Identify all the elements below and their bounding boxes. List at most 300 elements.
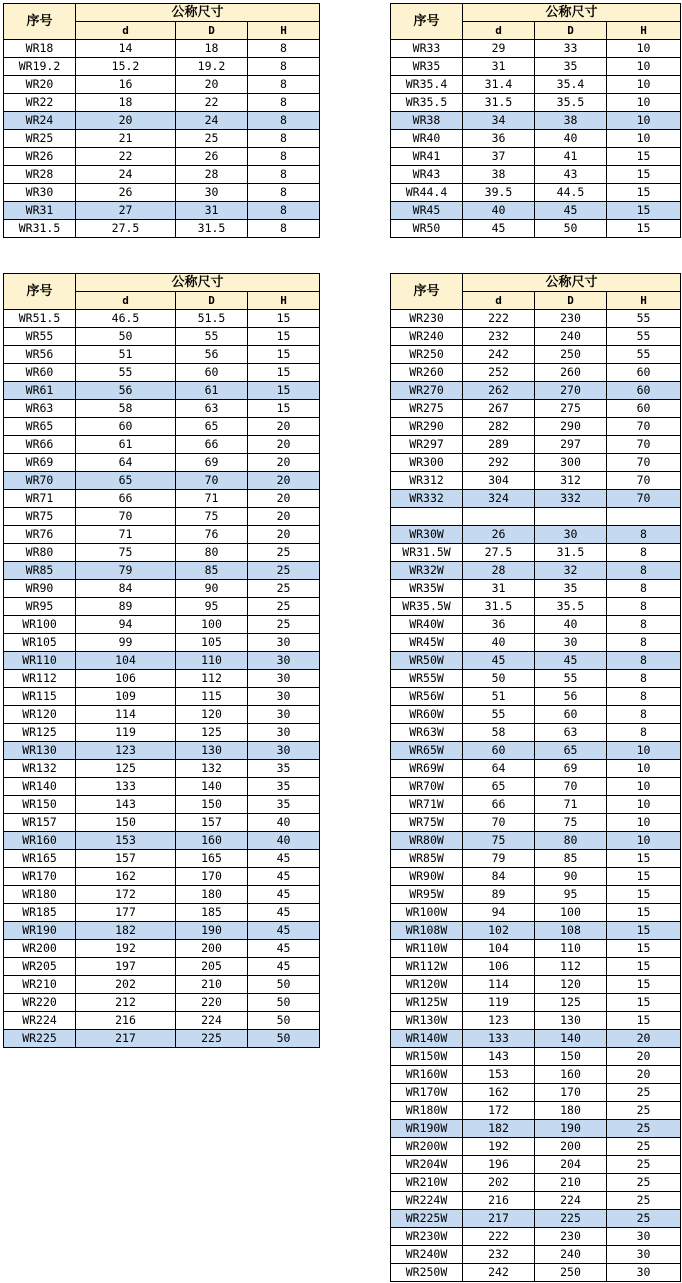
cell-part-no: WR224W xyxy=(391,1192,463,1210)
cell-H: 25 xyxy=(607,1192,681,1210)
header-seq: 序号 xyxy=(391,4,463,40)
table-row xyxy=(391,76,681,94)
cell-H: 10 xyxy=(607,742,681,760)
spec-table-4 xyxy=(390,273,681,1282)
cell-D: 105 xyxy=(176,634,248,652)
cell-part-no: WR40 xyxy=(391,130,463,148)
cell-part-no: WR110W xyxy=(391,940,463,958)
cell-part-no: WR170W xyxy=(391,1084,463,1102)
cell-d: 192 xyxy=(76,940,176,958)
cell-part-no: WR250 xyxy=(391,346,463,364)
cell-d: 125 xyxy=(76,760,176,778)
header-H: H xyxy=(607,22,681,40)
table-row xyxy=(391,454,681,472)
table-row xyxy=(391,220,681,238)
cell-d: 133 xyxy=(463,1030,535,1048)
table-row xyxy=(391,706,681,724)
cell-H: 45 xyxy=(248,958,320,976)
cell-part-no: WR26 xyxy=(4,148,76,166)
cell-d: 232 xyxy=(463,328,535,346)
cell-part-no: WR65W xyxy=(391,742,463,760)
table-row xyxy=(391,778,681,796)
cell-d: 39.5 xyxy=(463,184,535,202)
table-row xyxy=(391,832,681,850)
cell-D: 90 xyxy=(535,868,607,886)
cell-H: 20 xyxy=(607,1066,681,1084)
cell-d: 20 xyxy=(76,112,176,130)
table-row xyxy=(391,1174,681,1192)
cell-d: 292 xyxy=(463,454,535,472)
table-row xyxy=(391,1030,681,1048)
cell-d: 27 xyxy=(76,202,176,220)
cell-H: 50 xyxy=(248,1030,320,1048)
cell-part-no: WR300 xyxy=(391,454,463,472)
cell-d: 55 xyxy=(76,364,176,382)
cell-d: 252 xyxy=(463,364,535,382)
cell-H: 50 xyxy=(248,994,320,1012)
cell-H: 25 xyxy=(607,1156,681,1174)
cell-part-no: WR69 xyxy=(4,454,76,472)
cell-part-no: WR18 xyxy=(4,40,76,58)
table-row xyxy=(391,40,681,58)
cell-d: 162 xyxy=(463,1084,535,1102)
cell-H: 10 xyxy=(607,760,681,778)
header-seq: 序号 xyxy=(4,4,76,40)
cell-part-no: WR44.4 xyxy=(391,184,463,202)
cell-D: 31.5 xyxy=(535,544,607,562)
cell-D: 100 xyxy=(535,904,607,922)
cell-D: 190 xyxy=(176,922,248,940)
cell-D: 32 xyxy=(535,562,607,580)
header-d: d xyxy=(463,22,535,40)
cell-part-no: WR63 xyxy=(4,400,76,418)
cell-d: 217 xyxy=(76,1030,176,1048)
cell-part-no: WR35.5 xyxy=(391,94,463,112)
cell-D: 51.5 xyxy=(176,310,248,328)
cell-part-no: WR41 xyxy=(391,148,463,166)
cell-part-no: WR70W xyxy=(391,778,463,796)
cell-D: 160 xyxy=(176,832,248,850)
cell-H: 70 xyxy=(607,490,681,508)
cell-D: 71 xyxy=(176,490,248,508)
cell-part-no: WR230 xyxy=(391,310,463,328)
cell-D: 275 xyxy=(535,400,607,418)
table-row xyxy=(4,130,320,148)
cell-H: 60 xyxy=(607,382,681,400)
cell-H: 45 xyxy=(248,922,320,940)
cell-d: 45 xyxy=(463,220,535,238)
cell-part-no: WR140W xyxy=(391,1030,463,1048)
cell-D: 43 xyxy=(535,166,607,184)
header-D: D xyxy=(176,292,248,310)
spec-table-1 xyxy=(3,3,320,238)
table-row xyxy=(4,850,320,868)
table-row xyxy=(391,652,681,670)
cell-H: 8 xyxy=(248,220,320,238)
cell-H: 45 xyxy=(248,850,320,868)
cell-part-no: WR180 xyxy=(4,886,76,904)
cell-part-no: WR65 xyxy=(4,418,76,436)
cell-d: 262 xyxy=(463,382,535,400)
cell-D: 100 xyxy=(176,616,248,634)
cell-d: 29 xyxy=(463,40,535,58)
cell-part-no: WR76 xyxy=(4,526,76,544)
cell-d: 31.5 xyxy=(463,94,535,112)
cell-D: 170 xyxy=(176,868,248,886)
table-row xyxy=(391,868,681,886)
cell-part-no: WR160 xyxy=(4,832,76,850)
cell-part-no: WR190 xyxy=(4,922,76,940)
cell-d: 192 xyxy=(463,1138,535,1156)
table-row xyxy=(4,472,320,490)
cell-H: 15 xyxy=(607,922,681,940)
cell-d: 89 xyxy=(76,598,176,616)
cell-D: 240 xyxy=(535,328,607,346)
cell-H: 15 xyxy=(607,166,681,184)
cell-d: 64 xyxy=(463,760,535,778)
cell-d: 24 xyxy=(76,166,176,184)
cell-H: 15 xyxy=(607,940,681,958)
cell-part-no: WR160W xyxy=(391,1066,463,1084)
cell-part-no: WR224 xyxy=(4,1012,76,1030)
cell-d: 104 xyxy=(463,940,535,958)
cell-H: 8 xyxy=(607,634,681,652)
table-row xyxy=(391,1102,681,1120)
header-seq: 序号 xyxy=(391,274,463,310)
table-row xyxy=(391,562,681,580)
table-row xyxy=(391,1138,681,1156)
cell-D: 224 xyxy=(176,1012,248,1030)
cell-d: 58 xyxy=(463,724,535,742)
cell-part-no: WR50W xyxy=(391,652,463,670)
cell-D: 75 xyxy=(176,508,248,526)
cell-D: 250 xyxy=(535,1264,607,1282)
cell-part-no: WR230W xyxy=(391,1228,463,1246)
cell-D: 205 xyxy=(176,958,248,976)
cell-D: 170 xyxy=(535,1084,607,1102)
table-row xyxy=(391,112,681,130)
table-row xyxy=(391,364,681,382)
cell-H: 10 xyxy=(607,814,681,832)
cell-D: 130 xyxy=(535,1012,607,1030)
cell-D: 45 xyxy=(535,202,607,220)
cell-D: 66 xyxy=(176,436,248,454)
cell-H: 8 xyxy=(248,40,320,58)
cell-part-no: WR115 xyxy=(4,688,76,706)
cell-D: 25 xyxy=(176,130,248,148)
cell-D: 31 xyxy=(176,202,248,220)
cell-D: 125 xyxy=(535,994,607,1012)
table-row xyxy=(391,1048,681,1066)
cell-H: 70 xyxy=(607,454,681,472)
table-row xyxy=(4,688,320,706)
cell-D: 270 xyxy=(535,382,607,400)
cell-D: 210 xyxy=(535,1174,607,1192)
cell-D: 210 xyxy=(176,976,248,994)
cell-H: 15 xyxy=(607,220,681,238)
cell-part-no: WR25 xyxy=(4,130,76,148)
table-row xyxy=(391,886,681,904)
table-row xyxy=(4,328,320,346)
cell-H: 20 xyxy=(607,1030,681,1048)
cell-H: 8 xyxy=(248,76,320,94)
cell-D: 224 xyxy=(535,1192,607,1210)
header-H: H xyxy=(248,22,320,40)
cell-part-no: WR125W xyxy=(391,994,463,1012)
cell-D: 297 xyxy=(535,436,607,454)
header-H: H xyxy=(248,292,320,310)
cell-H: 15 xyxy=(248,328,320,346)
cell-D: 50 xyxy=(535,220,607,238)
table-row xyxy=(4,634,320,652)
table-row xyxy=(391,436,681,454)
table-row xyxy=(391,526,681,544)
header-nominal: 公称尺寸 xyxy=(463,4,681,22)
cell-part-no: WR66 xyxy=(4,436,76,454)
cell-H: 20 xyxy=(248,526,320,544)
header-H: H xyxy=(607,292,681,310)
cell-H: 30 xyxy=(248,724,320,742)
cell-H: 70 xyxy=(607,472,681,490)
cell-d: 216 xyxy=(463,1192,535,1210)
cell-d: 75 xyxy=(463,832,535,850)
cell-d: 16 xyxy=(76,76,176,94)
cell-D: 30 xyxy=(176,184,248,202)
cell-D: 35.4 xyxy=(535,76,607,94)
cell-part-no: WR120 xyxy=(4,706,76,724)
cell-D: 157 xyxy=(176,814,248,832)
cell-D: 71 xyxy=(535,796,607,814)
table-row xyxy=(391,166,681,184)
cell-H: 55 xyxy=(607,328,681,346)
cell-H: 20 xyxy=(248,418,320,436)
cell-part-no: WR80 xyxy=(4,544,76,562)
cell-d: 38 xyxy=(463,166,535,184)
cell-part-no: WR108W xyxy=(391,922,463,940)
cell-H: 15 xyxy=(607,850,681,868)
cell-d: 75 xyxy=(76,544,176,562)
table-row xyxy=(391,58,681,76)
cell-part-no: WR140 xyxy=(4,778,76,796)
cell-d: 114 xyxy=(76,706,176,724)
header-D: D xyxy=(176,22,248,40)
table-row xyxy=(391,904,681,922)
table-row xyxy=(391,544,681,562)
table-row xyxy=(391,742,681,760)
cell-d: 267 xyxy=(463,400,535,418)
cell-part-no: WR35 xyxy=(391,58,463,76)
cell-part-no: WR110 xyxy=(4,652,76,670)
cell-part-no: WR180W xyxy=(391,1102,463,1120)
cell-H: 30 xyxy=(248,688,320,706)
cell-d: 157 xyxy=(76,850,176,868)
cell-part-no: WR250W xyxy=(391,1264,463,1282)
cell-d: 36 xyxy=(463,616,535,634)
cell-d: 31.5 xyxy=(463,598,535,616)
cell-d: 123 xyxy=(76,742,176,760)
cell-H: 8 xyxy=(607,544,681,562)
table-row xyxy=(4,778,320,796)
cell-D: 18 xyxy=(176,40,248,58)
table-row xyxy=(391,796,681,814)
cell-d xyxy=(463,508,535,526)
cell-d: 119 xyxy=(463,994,535,1012)
table-row xyxy=(4,40,320,58)
cell-d: 119 xyxy=(76,724,176,742)
cell-H: 15 xyxy=(248,346,320,364)
cell-H: 8 xyxy=(607,724,681,742)
cell-H: 25 xyxy=(248,562,320,580)
table-row xyxy=(391,148,681,166)
table-row xyxy=(4,976,320,994)
cell-part-no: WR170 xyxy=(4,868,76,886)
table-row xyxy=(391,760,681,778)
cell-part-no: WR157 xyxy=(4,814,76,832)
table-row xyxy=(4,580,320,598)
cell-d: 65 xyxy=(463,778,535,796)
cell-D: 30 xyxy=(535,526,607,544)
table-row xyxy=(4,1012,320,1030)
table-row xyxy=(4,76,320,94)
cell-D: 190 xyxy=(535,1120,607,1138)
cell-D: 56 xyxy=(176,346,248,364)
table-row xyxy=(391,130,681,148)
cell-part-no: WR200W xyxy=(391,1138,463,1156)
cell-part-no: WR150W xyxy=(391,1048,463,1066)
cell-H: 60 xyxy=(607,364,681,382)
cell-d: 102 xyxy=(463,922,535,940)
cell-H: 15 xyxy=(607,904,681,922)
cell-part-no: WR90 xyxy=(4,580,76,598)
cell-part-no: WR165 xyxy=(4,850,76,868)
table-row xyxy=(4,670,320,688)
cell-part-no: WR31 xyxy=(4,202,76,220)
cell-part-no: WR75W xyxy=(391,814,463,832)
cell-D: 150 xyxy=(176,796,248,814)
cell-H: 35 xyxy=(248,778,320,796)
table-row xyxy=(4,418,320,436)
spec-table-3 xyxy=(3,273,320,1048)
cell-D: 33 xyxy=(535,40,607,58)
cell-H: 45 xyxy=(248,940,320,958)
cell-D: 20 xyxy=(176,76,248,94)
cell-part-no: WR61 xyxy=(4,382,76,400)
table-row xyxy=(4,742,320,760)
table-row xyxy=(4,940,320,958)
cell-D: 95 xyxy=(176,598,248,616)
header-D: D xyxy=(535,22,607,40)
cell-d: 40 xyxy=(463,202,535,220)
cell-D: 165 xyxy=(176,850,248,868)
cell-part-no: WR60 xyxy=(4,364,76,382)
cell-D: 80 xyxy=(535,832,607,850)
table-row xyxy=(4,868,320,886)
cell-d: 153 xyxy=(76,832,176,850)
cell-D: 108 xyxy=(535,922,607,940)
cell-part-no: WR112 xyxy=(4,670,76,688)
cell-d: 153 xyxy=(463,1066,535,1084)
cell-H: 15 xyxy=(248,310,320,328)
cell-H: 15 xyxy=(248,400,320,418)
table-row xyxy=(4,652,320,670)
table-row xyxy=(4,436,320,454)
cell-d: 37 xyxy=(463,148,535,166)
table-row xyxy=(391,616,681,634)
cell-H: 25 xyxy=(248,616,320,634)
cell-H: 25 xyxy=(248,544,320,562)
table-row xyxy=(4,454,320,472)
cell-d: 60 xyxy=(463,742,535,760)
cell-d: 133 xyxy=(76,778,176,796)
cell-d: 26 xyxy=(76,184,176,202)
cell-H: 8 xyxy=(248,202,320,220)
table-row xyxy=(4,526,320,544)
cell-part-no: WR225W xyxy=(391,1210,463,1228)
cell-H: 25 xyxy=(607,1120,681,1138)
cell-D: 260 xyxy=(535,364,607,382)
cell-D: 180 xyxy=(176,886,248,904)
cell-D: 75 xyxy=(535,814,607,832)
cell-d: 162 xyxy=(76,868,176,886)
cell-D: 40 xyxy=(535,130,607,148)
cell-D: 200 xyxy=(176,940,248,958)
cell-part-no: WR150 xyxy=(4,796,76,814)
cell-d: 26 xyxy=(463,526,535,544)
table-row xyxy=(4,958,320,976)
cell-d: 84 xyxy=(76,580,176,598)
cell-D: 230 xyxy=(535,310,607,328)
table-row xyxy=(4,544,320,562)
cell-d: 143 xyxy=(76,796,176,814)
cell-D: 312 xyxy=(535,472,607,490)
table-row xyxy=(391,922,681,940)
cell-part-no: WR24 xyxy=(4,112,76,130)
cell-D: 240 xyxy=(535,1246,607,1264)
cell-d: 289 xyxy=(463,436,535,454)
cell-d: 15.2 xyxy=(76,58,176,76)
cell-D: 85 xyxy=(535,850,607,868)
cell-H: 35 xyxy=(248,796,320,814)
table-row xyxy=(391,1120,681,1138)
cell-d: 182 xyxy=(463,1120,535,1138)
cell-H: 40 xyxy=(248,814,320,832)
cell-part-no: WR225 xyxy=(4,1030,76,1048)
cell-D: 180 xyxy=(535,1102,607,1120)
table-row xyxy=(391,400,681,418)
table-row xyxy=(391,1156,681,1174)
cell-H: 15 xyxy=(607,886,681,904)
header-nominal: 公称尺寸 xyxy=(76,274,320,292)
cell-H: 8 xyxy=(607,652,681,670)
cell-d: 56 xyxy=(76,382,176,400)
cell-d: 21 xyxy=(76,130,176,148)
cell-D: 115 xyxy=(176,688,248,706)
cell-H: 10 xyxy=(607,130,681,148)
cell-H: 8 xyxy=(607,580,681,598)
cell-d: 143 xyxy=(463,1048,535,1066)
cell-part-no: WR297 xyxy=(391,436,463,454)
cell-part-no: WR204W xyxy=(391,1156,463,1174)
table-row xyxy=(391,940,681,958)
cell-H: 30 xyxy=(607,1228,681,1246)
cell-d: 14 xyxy=(76,40,176,58)
cell-H: 30 xyxy=(248,652,320,670)
table-row xyxy=(4,382,320,400)
cell-H: 10 xyxy=(607,778,681,796)
table-row xyxy=(391,94,681,112)
cell-d: 31.4 xyxy=(463,76,535,94)
table-row xyxy=(391,1210,681,1228)
